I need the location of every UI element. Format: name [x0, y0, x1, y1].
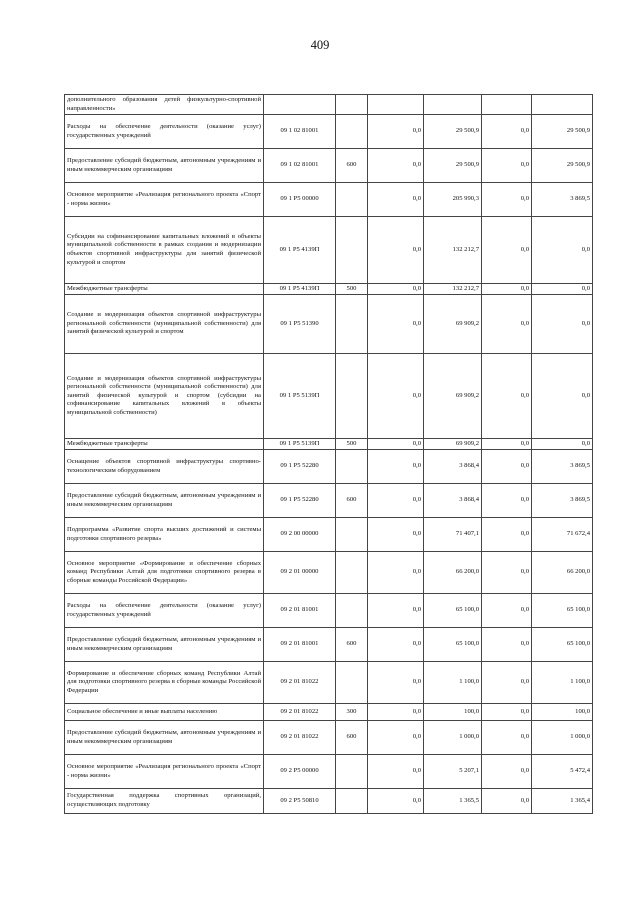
row-value-1: 0,0 [368, 484, 424, 518]
row-value-3: 0,0 [482, 628, 532, 662]
row-value-4: 3 869,5 [532, 484, 593, 518]
row-code [264, 95, 336, 115]
row-expense-type: 300 [336, 704, 368, 721]
row-value-1: 0,0 [368, 662, 424, 704]
row-value-3: 0,0 [482, 450, 532, 484]
row-value-4: 1 100,0 [532, 662, 593, 704]
table-row [65, 284, 593, 295]
row-value-2: 3 868,4 [424, 450, 482, 484]
table-row [65, 149, 593, 183]
row-expense-type [336, 217, 368, 284]
row-name: Предоставление субсидий бюджетным, автономным учреждениям и иным некоммерческим организациям [65, 484, 264, 518]
budget-table-body [65, 95, 593, 814]
row-expense-type: 600 [336, 721, 368, 755]
row-value-3: 0,0 [482, 552, 532, 594]
row-name: Социальное обеспечение и иные выплаты населению [65, 704, 264, 721]
table-row [65, 115, 593, 149]
row-value-2: 71 407,1 [424, 518, 482, 552]
row-value-1: 0,0 [368, 704, 424, 721]
row-value-4: 66 200,0 [532, 552, 593, 594]
row-value-4: 0,0 [532, 284, 593, 295]
row-value-2: 69 909,2 [424, 295, 482, 354]
table-row [65, 95, 593, 115]
row-value-3: 0,0 [482, 295, 532, 354]
row-value-2: 132 212,7 [424, 217, 482, 284]
row-code: 09 1 P5 5139П [264, 354, 336, 439]
row-value-4: 29 500,9 [532, 115, 593, 149]
row-value-1: 0,0 [368, 217, 424, 284]
row-expense-type [336, 183, 368, 217]
row-expense-type: 500 [336, 439, 368, 450]
row-expense-type [336, 789, 368, 814]
table-row [65, 704, 593, 721]
table-row [65, 552, 593, 594]
table-row [65, 721, 593, 755]
table-row [65, 518, 593, 552]
row-value-2: 69 909,2 [424, 439, 482, 450]
row-value-1: 0,0 [368, 450, 424, 484]
row-value-1: 0,0 [368, 354, 424, 439]
row-code: 09 1 P5 4139П [264, 284, 336, 295]
row-value-4: 65 100,0 [532, 628, 593, 662]
row-value-1: 0,0 [368, 183, 424, 217]
table-row [65, 439, 593, 450]
row-name: Предоставление субсидий бюджетным, автономным учреждениям и иным некоммерческим организациям [65, 149, 264, 183]
row-value-1: 0,0 [368, 115, 424, 149]
row-expense-type [336, 552, 368, 594]
row-code: 09 2 01 81001 [264, 628, 336, 662]
row-value-2: 29 500,9 [424, 149, 482, 183]
row-code: 09 1 P5 5139П [264, 439, 336, 450]
row-value-3: 0,0 [482, 149, 532, 183]
row-expense-type: 600 [336, 149, 368, 183]
table-row [65, 183, 593, 217]
row-name: Межбюджетные трансферты [65, 439, 264, 450]
row-value-4: 3 869,5 [532, 450, 593, 484]
row-value-3: 0,0 [482, 518, 532, 552]
row-value-3 [482, 95, 532, 115]
row-value-1: 0,0 [368, 439, 424, 450]
row-name: Предоставление субсидий бюджетным, автономным учреждениям и иным некоммерческим организациям [65, 628, 264, 662]
table-row [65, 450, 593, 484]
row-expense-type [336, 95, 368, 115]
row-value-3: 0,0 [482, 662, 532, 704]
row-value-3: 0,0 [482, 284, 532, 295]
table-row [65, 484, 593, 518]
row-code: 09 2 P5 00000 [264, 755, 336, 789]
page-number: 409 [310, 38, 330, 52]
row-name: Государственная поддержка спортивных организаций, осуществляющих подготовку [65, 789, 264, 814]
row-name: Межбюджетные трансферты [65, 284, 264, 295]
row-value-2: 65 100,0 [424, 594, 482, 628]
row-code: 09 2 01 81022 [264, 721, 336, 755]
row-name: Расходы на обеспечение деятельности (оказание услуг) государственных учреждений [65, 594, 264, 628]
row-value-3: 0,0 [482, 354, 532, 439]
table-row [65, 628, 593, 662]
row-code: 09 2 01 81022 [264, 662, 336, 704]
row-expense-type [336, 662, 368, 704]
row-value-2: 65 100,0 [424, 628, 482, 662]
row-name: Формирование и обеспечение сборных команд Республики Алтай для подготовки спортивного резерва в сборные команды Российской Федерации [65, 662, 264, 704]
row-value-3: 0,0 [482, 594, 532, 628]
row-value-4: 65 100,0 [532, 594, 593, 628]
row-value-4: 3 869,5 [532, 183, 593, 217]
row-value-2: 3 868,4 [424, 484, 482, 518]
row-value-1: 0,0 [368, 789, 424, 814]
row-value-1: 0,0 [368, 755, 424, 789]
row-value-2: 1 100,0 [424, 662, 482, 704]
table-row [65, 662, 593, 704]
row-value-3: 0,0 [482, 755, 532, 789]
row-expense-type [336, 295, 368, 354]
row-code: 09 2 01 81022 [264, 704, 336, 721]
row-value-2: 132 212,7 [424, 284, 482, 295]
row-expense-type [336, 755, 368, 789]
row-code: 09 1 02 81001 [264, 115, 336, 149]
row-value-4: 71 672,4 [532, 518, 593, 552]
row-name: дополнительного образования детей физкультурно-спортивной направленности» [65, 95, 264, 115]
row-name: Расходы на обеспечение деятельности (оказание услуг) государственных учреждений [65, 115, 264, 149]
row-value-1: 0,0 [368, 721, 424, 755]
row-value-1: 0,0 [368, 628, 424, 662]
row-name: Субсидии на софинансирование капитальных вложений в объекты муниципальной собственности в рамках создания и модернизации объектов спортивной инфраструктуры для занятий физической культурой и спортом [65, 217, 264, 284]
row-code: 09 1 P5 4139П [264, 217, 336, 284]
row-value-4: 100,0 [532, 704, 593, 721]
row-value-2: 29 500,9 [424, 115, 482, 149]
table-row [65, 354, 593, 439]
row-value-1: 0,0 [368, 295, 424, 354]
row-name: Оснащение объектов спортивной инфраструктуры спортивно-технологическим оборудованием [65, 450, 264, 484]
row-name: Предоставление субсидий бюджетным, автономным учреждениям и иным некоммерческим организациям [65, 721, 264, 755]
row-code: 09 1 P5 52280 [264, 450, 336, 484]
row-code: 09 1 P5 51390 [264, 295, 336, 354]
table-row [65, 755, 593, 789]
table-row [65, 217, 593, 284]
row-value-1 [368, 95, 424, 115]
row-value-3: 0,0 [482, 217, 532, 284]
row-value-3: 0,0 [482, 721, 532, 755]
row-value-2 [424, 95, 482, 115]
row-value-2: 66 200,0 [424, 552, 482, 594]
row-value-3: 0,0 [482, 484, 532, 518]
row-value-2: 1 365,5 [424, 789, 482, 814]
row-value-4 [532, 95, 593, 115]
row-value-4: 1 365,4 [532, 789, 593, 814]
row-name: Подпрограмма «Развитие спорта высших достижений и системы подготовки спортивного резерва» [65, 518, 264, 552]
table-row [65, 295, 593, 354]
row-value-2: 100,0 [424, 704, 482, 721]
row-value-3: 0,0 [482, 704, 532, 721]
row-expense-type: 600 [336, 628, 368, 662]
row-value-3: 0,0 [482, 183, 532, 217]
row-value-1: 0,0 [368, 149, 424, 183]
row-value-1: 0,0 [368, 518, 424, 552]
row-name: Основное мероприятие «Реализация регионального проекта «Спорт - норма жизни» [65, 755, 264, 789]
row-name: Создание и модернизация объектов спортивной инфраструктуры региональной собственности (муниципальной собственности) для занятий физической культурой и спортом (субсидии на софинансирование капитальных вложений в объекты муниципальной собственности) [65, 354, 264, 439]
row-value-1: 0,0 [368, 594, 424, 628]
row-expense-type: 600 [336, 484, 368, 518]
row-value-4: 29 500,9 [532, 149, 593, 183]
row-value-3: 0,0 [482, 115, 532, 149]
row-value-2: 5 207,1 [424, 755, 482, 789]
row-expense-type [336, 518, 368, 552]
row-value-1: 0,0 [368, 284, 424, 295]
row-value-4: 0,0 [532, 217, 593, 284]
row-value-4: 0,0 [532, 439, 593, 450]
row-name: Создание и модернизация объектов спортивной инфраструктуры региональной собственности (муниципальной собственности) для занятий физической культурой и спортом [65, 295, 264, 354]
row-value-4: 5 472,4 [532, 755, 593, 789]
row-value-3: 0,0 [482, 439, 532, 450]
row-value-2: 69 909,2 [424, 354, 482, 439]
row-value-2: 205 990,3 [424, 183, 482, 217]
row-value-1: 0,0 [368, 552, 424, 594]
row-expense-type [336, 354, 368, 439]
table-row [65, 594, 593, 628]
row-code: 09 2 01 00000 [264, 552, 336, 594]
row-expense-type [336, 115, 368, 149]
row-value-4: 0,0 [532, 354, 593, 439]
row-name: Основное мероприятие «Реализация регионального проекта «Спорт - норма жизни» [65, 183, 264, 217]
row-expense-type: 500 [336, 284, 368, 295]
row-name: Основное мероприятие «Формирование и обеспечение сборных команд Республики Алтай для подготовки спортивного резерва в сборные команды Российской Федерации» [65, 552, 264, 594]
row-value-4: 0,0 [532, 295, 593, 354]
row-code: 09 1 P5 52280 [264, 484, 336, 518]
budget-table [64, 94, 593, 814]
row-code: 09 2 00 00000 [264, 518, 336, 552]
row-value-4: 1 000,0 [532, 721, 593, 755]
row-expense-type [336, 450, 368, 484]
table-row [65, 789, 593, 814]
row-code: 09 2 P5 50810 [264, 789, 336, 814]
row-value-3: 0,0 [482, 789, 532, 814]
row-expense-type [336, 594, 368, 628]
row-code: 09 1 P5 00000 [264, 183, 336, 217]
row-value-2: 1 000,0 [424, 721, 482, 755]
row-code: 09 2 01 81001 [264, 594, 336, 628]
row-code: 09 1 02 81001 [264, 149, 336, 183]
